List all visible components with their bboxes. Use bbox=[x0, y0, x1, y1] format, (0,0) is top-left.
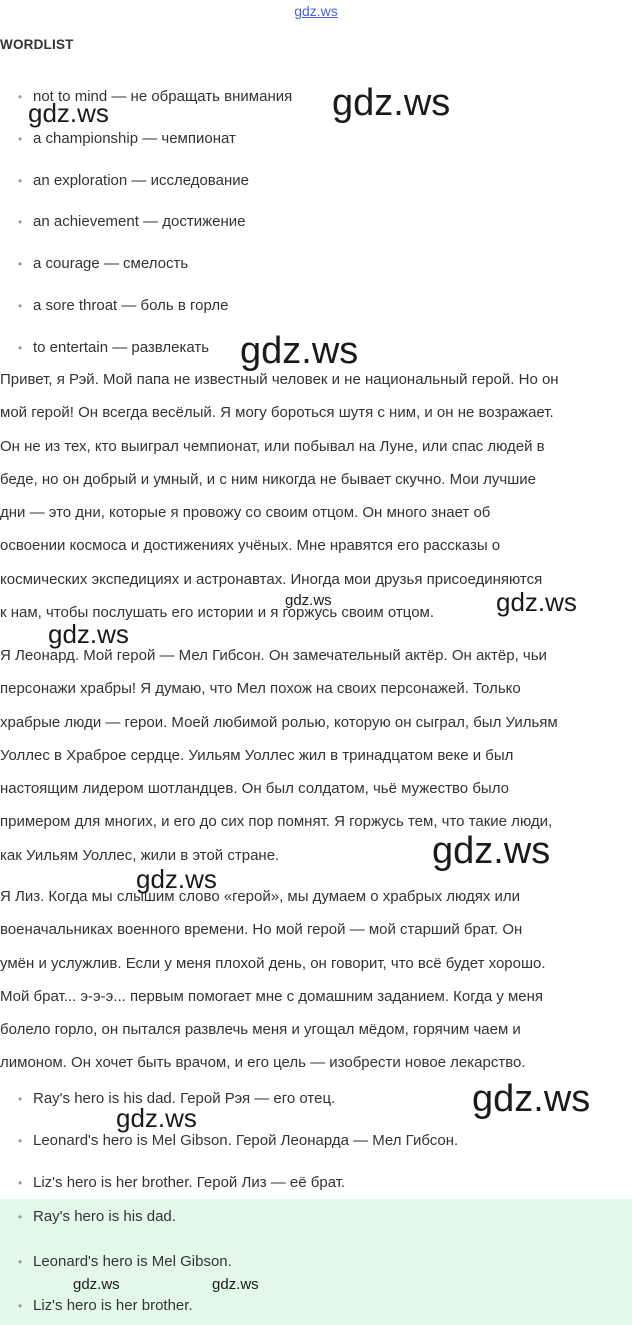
wordlist-item: • to entertain — развлекать bbox=[18, 339, 210, 356]
text-line: примером для многих, и его до сих пор помнят. Я горжусь тем, что такие люди, bbox=[0, 813, 553, 831]
bullet-icon: • bbox=[18, 257, 23, 271]
text-line: умён и услужлив. Если у меня плохой день, он говорит, что всё будет хорошо. bbox=[0, 954, 546, 972]
watermark: gdz.ws bbox=[240, 330, 359, 372]
wordlist-item: • a sore throat — боль в горле bbox=[18, 297, 229, 314]
text-line: Он не из тех, кто выиграл чемпионат, или побывал на Луне, или спас людей в bbox=[0, 437, 545, 455]
text-line: космических экспедициях и астронавтах. Иногда мои друзья присоединяются bbox=[0, 570, 543, 588]
translation-item: • Liz's hero is her brother. Герой Лиз — её брат. bbox=[18, 1174, 346, 1191]
text-line: Привет, я Рэй. Мой папа не известный человек и не национальный герой. Но он bbox=[0, 371, 559, 388]
answer-item: • Leonard's hero is Mel Gibson. bbox=[18, 1253, 232, 1270]
translation-item: • Ray's hero is his dad. Герой Рэя — его отец. bbox=[18, 1090, 336, 1107]
wordlist-item: • an achievement — достижение bbox=[18, 213, 246, 230]
watermark: gdz.ws bbox=[116, 1103, 197, 1133]
wordlist-item: • an exploration — исследование bbox=[18, 172, 249, 189]
bullet-icon: • bbox=[18, 215, 23, 229]
bullet-icon: • bbox=[18, 341, 23, 355]
bullet-icon: • bbox=[18, 90, 23, 104]
text-line: освоении космоса и достижениях учёных. Мне нравятся его рассказы о bbox=[0, 537, 501, 555]
paragraph-liz bbox=[0, 880, 632, 1080]
text-line: Мой брат... э-э-э... первым помогает мне с домашним заданием. Когда у меня bbox=[0, 987, 544, 1005]
watermark: gdz.ws bbox=[48, 619, 129, 649]
text-line: Я Лиз. Когда мы слышим слово «герой», мы думаем о храбрых людях или bbox=[0, 888, 521, 905]
text-line: военачальниках военного времени. Но мой герой — мой старший брат. Он bbox=[0, 921, 523, 939]
watermark: gdz.ws bbox=[432, 830, 551, 872]
bullet-icon: • bbox=[18, 1176, 23, 1190]
text-line: храбрые люди — герои. Моей любимой ролью, которую он сыграл, был Уильям bbox=[0, 713, 558, 731]
text-line: настоящим лидером шотландцев. Он был солдатом, чьё мужество было bbox=[0, 780, 509, 798]
translation-item: • Leonard's hero is Mel Gibson. Герой Леонарда — Мел Гибсон. bbox=[18, 1132, 459, 1149]
text-line: Я Леонард. Мой герой — Мел Гибсон. Он замечательный актёр. Он актёр, чьи bbox=[0, 647, 547, 664]
wordlist-item: • a championship — чемпионат bbox=[18, 130, 236, 147]
text-line: Уоллес в Храброе сердце. Уильям Уоллес жил в тринадцатом веке и был bbox=[0, 746, 514, 764]
text-line: как Уильям Уоллес, жили в этой стране. bbox=[0, 846, 280, 864]
answer-item: • Ray's hero is his dad. bbox=[18, 1208, 176, 1225]
watermark: gdz.ws bbox=[285, 592, 332, 609]
watermark: gdz.ws bbox=[332, 82, 451, 124]
wordlist-item: • not to mind — не обращать внимания bbox=[18, 88, 293, 105]
site-logo-link[interactable]: gdz.ws bbox=[294, 3, 338, 19]
answer-box bbox=[0, 1199, 632, 1325]
watermark: gdz.ws bbox=[472, 1078, 591, 1120]
answer-item: • Liz's hero is her brother. bbox=[18, 1297, 193, 1314]
bullet-icon: • bbox=[18, 1255, 23, 1269]
wordlist-item: • a courage — смелость bbox=[18, 255, 189, 272]
text-line: дни — это дни, которые я провожу со своим отцом. Он много знает об bbox=[0, 504, 491, 522]
bullet-icon: • bbox=[18, 174, 23, 188]
watermark: gdz.ws bbox=[28, 98, 109, 128]
text-line: к нам, чтобы послушать его истории и я горжусь своим отцом. bbox=[0, 604, 435, 622]
watermark: gdz.ws bbox=[73, 1276, 120, 1293]
bullet-icon: • bbox=[18, 132, 23, 146]
bullet-icon: • bbox=[18, 1299, 23, 1313]
text-line: беде, но он добрый и умный, и с ним никогда не бывает скучно. Мои лучшие bbox=[0, 470, 537, 488]
watermark: gdz.ws bbox=[496, 587, 577, 617]
bullet-icon: • bbox=[18, 1092, 23, 1106]
watermark: gdz.ws bbox=[136, 864, 217, 894]
text-line: мой герой! Он всегда весёлый. Я могу бороться шутя с ним, и он не возражает. bbox=[0, 404, 554, 422]
bullet-icon: • bbox=[18, 1210, 23, 1224]
bullet-icon: • bbox=[18, 299, 23, 313]
bullet-icon: • bbox=[18, 1134, 23, 1148]
wordlist-heading: WORDLIST bbox=[0, 37, 74, 52]
watermark: gdz.ws bbox=[212, 1276, 259, 1293]
text-line: персонажи храбры! Я думаю, что Мел похож на своих персонажей. Только bbox=[0, 680, 521, 698]
text-line: болело горло, он пытался развлечь меня и угощал мёдом, горячим чаем и bbox=[0, 1021, 521, 1039]
text-line: лимоном. Он хочет быть врачом, и его цель — изобрести новое лекарство. bbox=[0, 1054, 526, 1072]
